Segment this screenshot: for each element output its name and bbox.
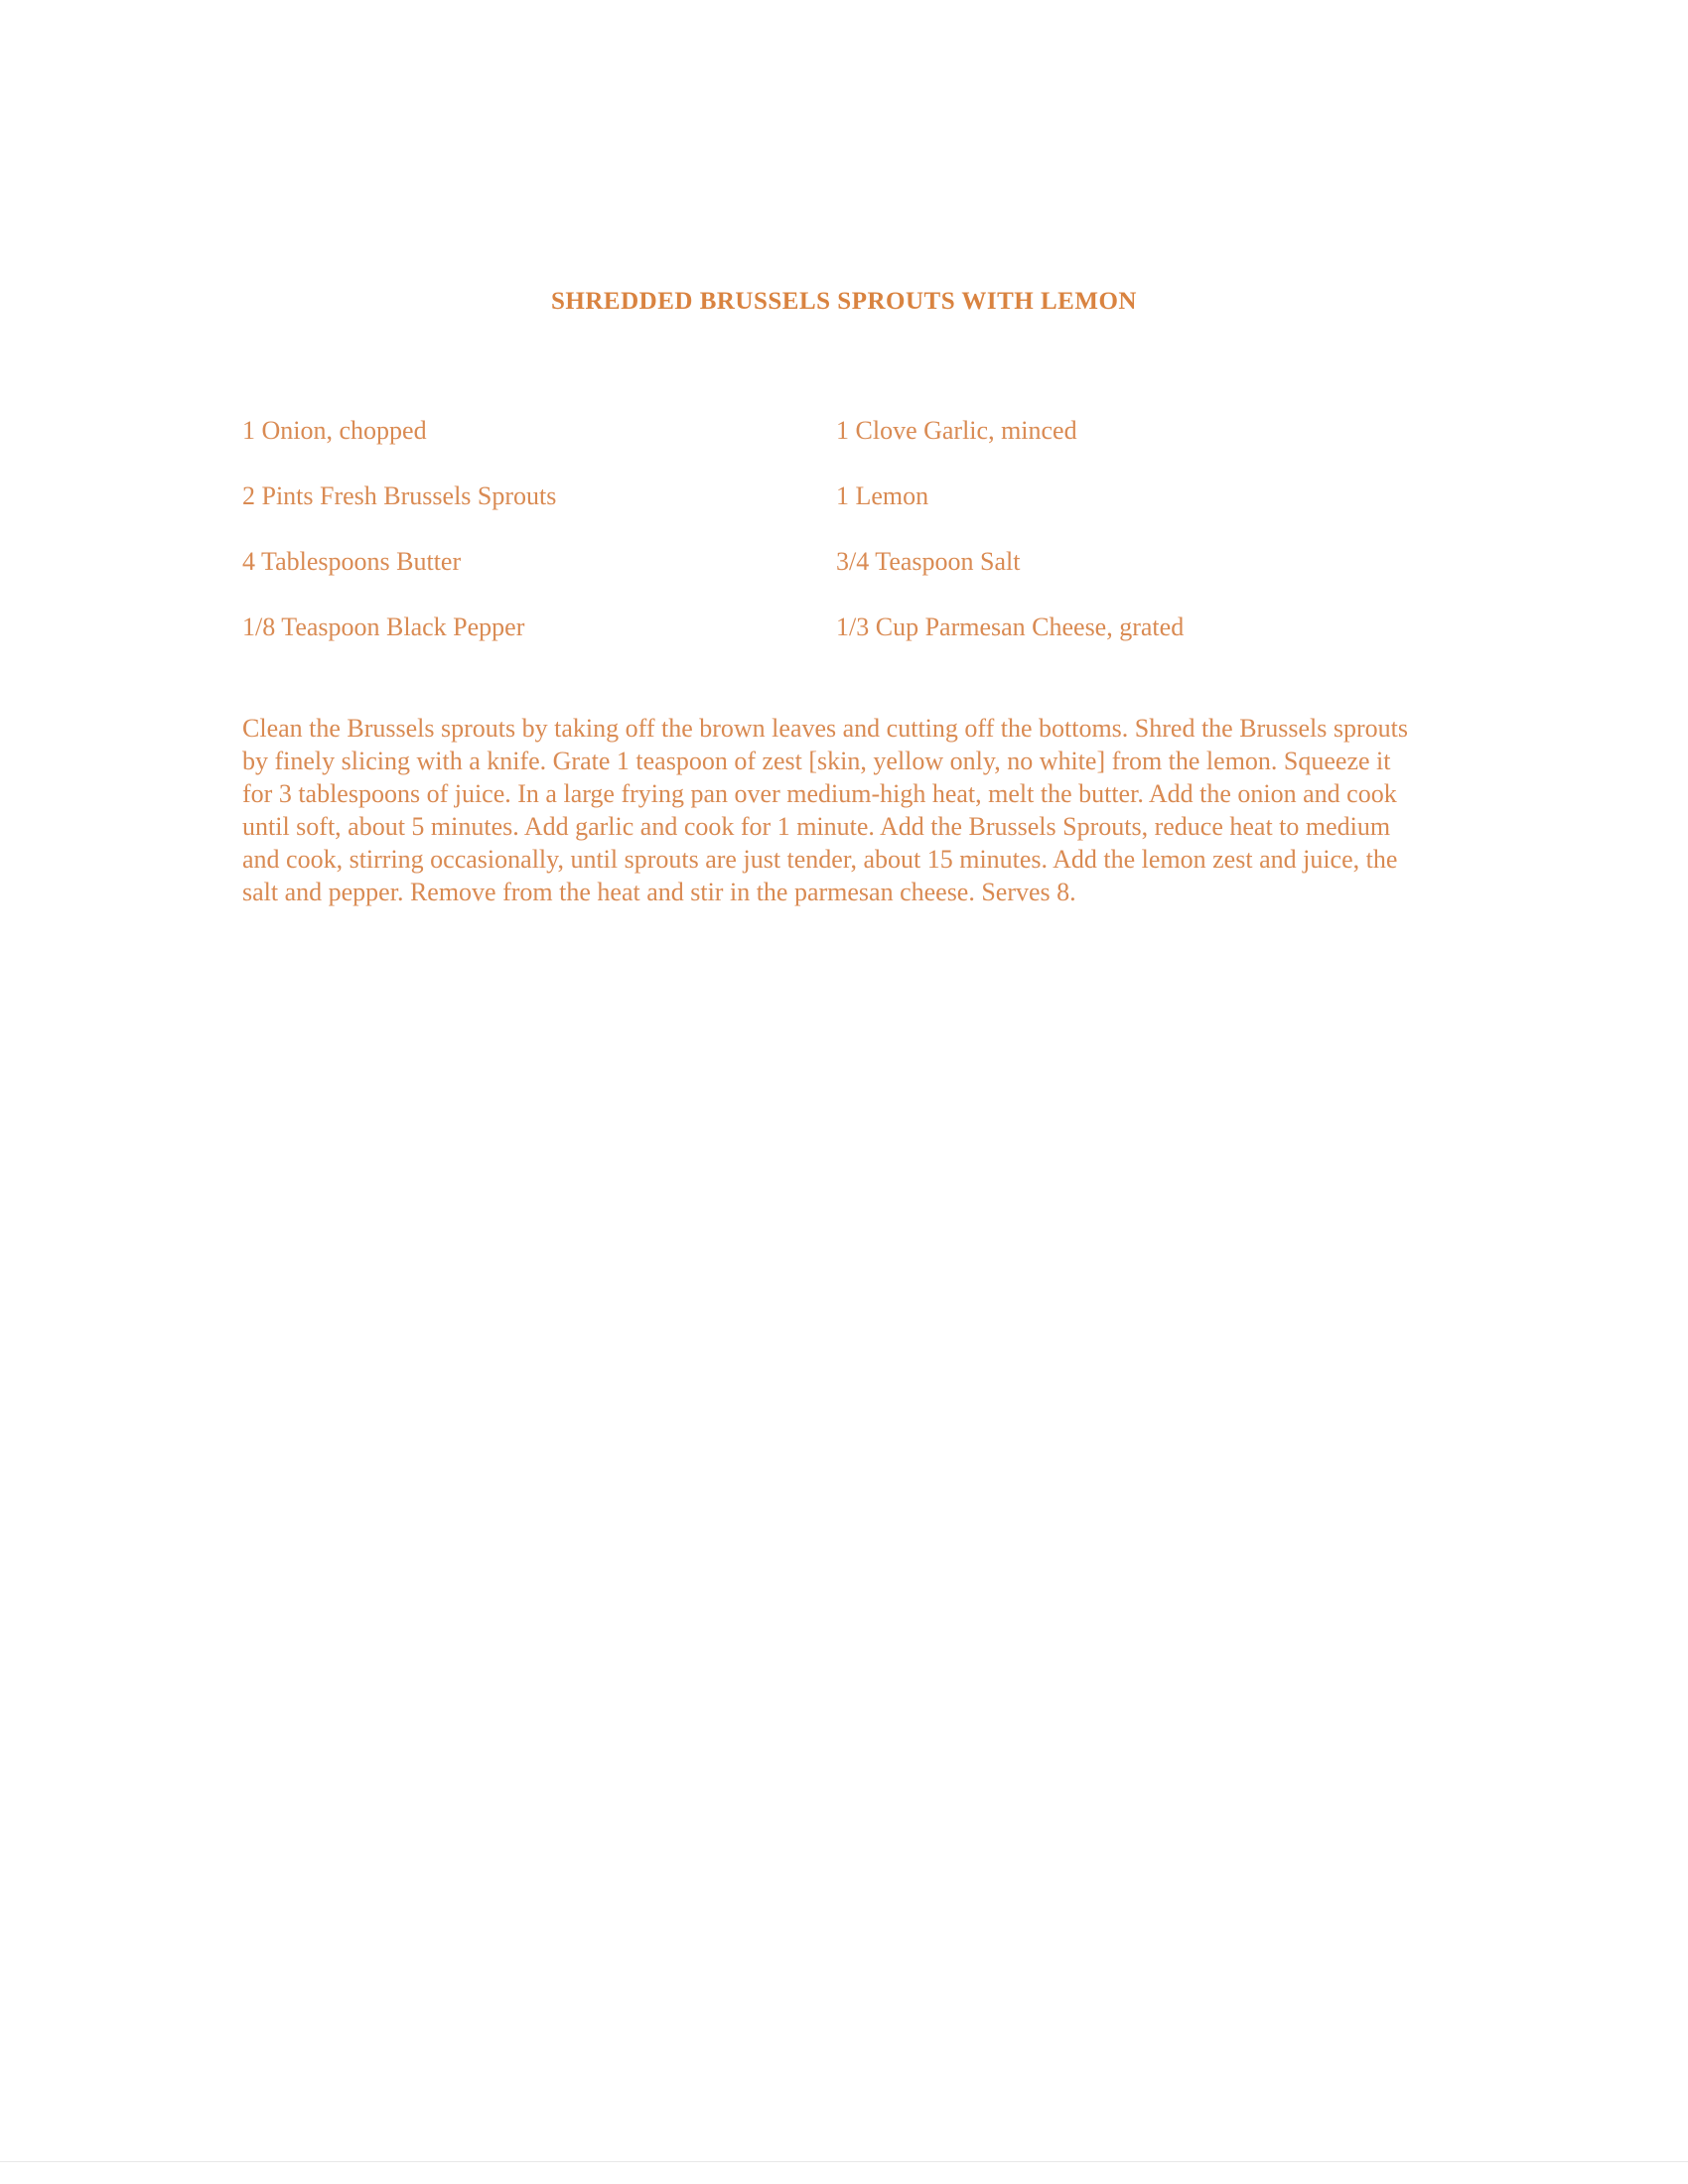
ingredient-item: 1 Clove Garlic, minced — [836, 416, 1077, 445]
ingredient-item: 2 Pints Fresh Brussels Sprouts — [242, 481, 557, 510]
ingredient-item: 1 Lemon — [836, 481, 929, 510]
recipe-title: SHREDDED BRUSSELS SPROUTS WITH LEMON — [551, 288, 1137, 315]
ingredient-item: 4 Tablespoons Butter — [242, 547, 462, 576]
scan-edge-line — [0, 2161, 1688, 2162]
ingredients-list — [242, 417, 1414, 641]
ingredient-item: 1/8 Teaspoon Black Pepper — [242, 613, 525, 641]
ingredient-item: 1 Onion, chopped — [242, 416, 427, 445]
ingredient-item: 3/4 Teaspoon Salt — [836, 547, 1021, 576]
ingredient-item: 1/3 Cup Parmesan Cheese, grated — [836, 613, 1185, 641]
recipe-directions: Clean the Brussels sprouts by taking off the brown leaves and cutting off the bottoms. Shred the Brussels sprouts by finely slicing with a knife. Grate 1 teaspoon of zest [skin, yellow only, no white] from the lemon. Squeeze it for 3 tablespoons of juice. In a large frying pan over medium-high heat, melt the butter. Add the onion and cook until soft, about 5 minutes. Add garlic and cook for 1 minute. Add the Brussels Sprouts, reduce heat to medium and cook, stirring occasionally, until sprouts are just tender, about 15 minutes. Add the lemon zest and juice, the salt and pepper. Remove from the heat and stir in the parmesan cheese. Serves 8. — [242, 714, 1408, 906]
